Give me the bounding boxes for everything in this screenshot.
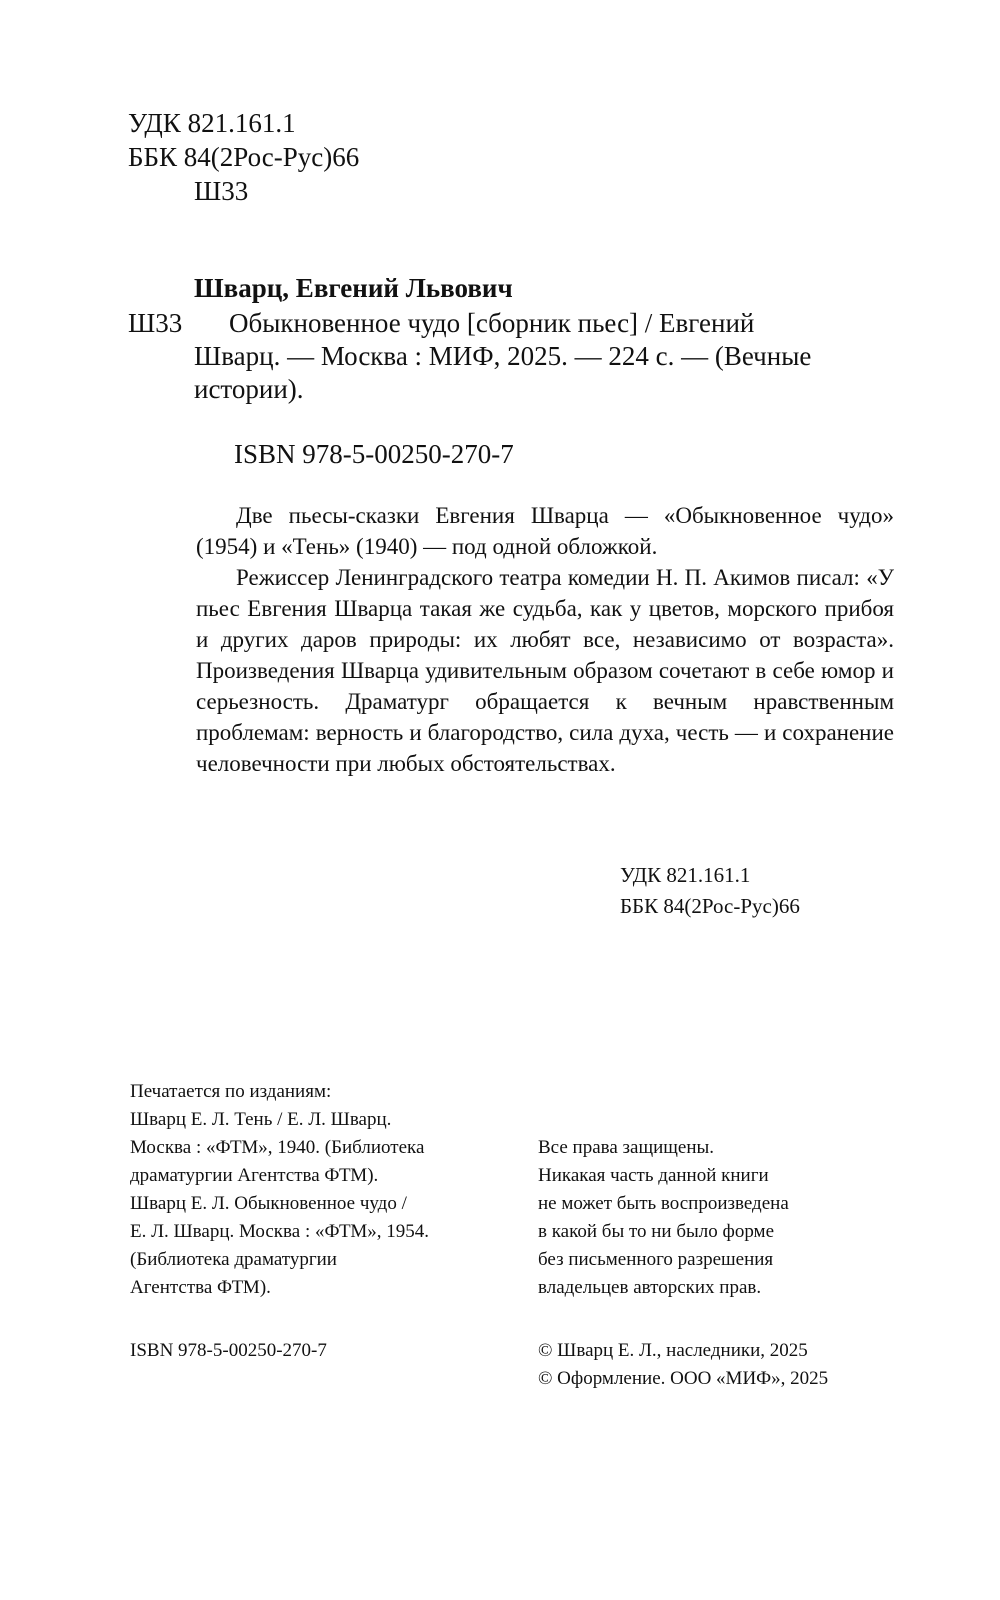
copyright-author: © Шварц Е. Л., наследники, 2025: [538, 1340, 808, 1361]
biblio-isbn: ISBN 978-5-00250-270-7: [234, 439, 514, 469]
sources-line: Печатается по изданиям:: [130, 1081, 332, 1102]
rights-line: владельцев авторских прав.: [538, 1277, 762, 1298]
sources-line: Шварц Е. Л. Обыкновенное чудо /: [130, 1193, 407, 1214]
classification-bbk: ББК 84(2Рос-Рус)66: [620, 894, 800, 918]
sources-block: [130, 1078, 429, 1302]
sources-line: (Библиотека драматургии: [130, 1249, 337, 1270]
sources-line: Шварц Е. Л. Тень / Е. Л. Шварц.: [130, 1109, 392, 1130]
sources-isbn: ISBN 978-5-00250-270-7: [130, 1340, 327, 1361]
header-author-code: Ш33: [194, 176, 249, 206]
sources-line: Е. Л. Шварц. Москва : «ФТМ», 1954.: [130, 1221, 430, 1242]
rights-line: Никакая часть данной книги: [538, 1165, 769, 1186]
rights-line: без письменного разрешения: [538, 1249, 774, 1270]
annotation-paragraph-1: Две пьесы-сказки Евгения Шварца — «Обыкновенное чудо» (1954) и «Тень» (1940) — под одной обложкой.: [196, 503, 894, 559]
sources-line: драматургии Агентства ФТМ).: [130, 1165, 379, 1186]
author-name: Шварц, Евгений Львович: [194, 273, 513, 303]
rights-block: [538, 1134, 789, 1302]
biblio-line-3: истории).: [194, 374, 304, 404]
header-bbk: ББК 84(2Рос-Рус)66: [128, 142, 360, 172]
biblio-line-2: Шварц. — Москва : МИФ, 2025. — 224 с. — (Вечные: [194, 341, 812, 371]
rights-line: в какой бы то ни было форме: [538, 1221, 774, 1242]
copyright-design: © Оформление. ООО «МИФ», 2025: [538, 1368, 829, 1389]
header-udk: УДК 821.161.1: [128, 108, 296, 138]
annotation: [196, 500, 894, 779]
sources-line: Москва : «ФТМ», 1940. (Библиотека: [130, 1137, 425, 1158]
biblio-line-1: Обыкновенное чудо [сборник пьес] / Евгений: [229, 308, 755, 338]
rights-line: не может быть воспроизведена: [538, 1193, 789, 1214]
rights-line: Все права защищены.: [538, 1137, 715, 1158]
classification-udk: УДК 821.161.1: [620, 863, 751, 887]
annotation-paragraph-2: Режиссер Ленинградского театра комедии Н. П. Акимов писал: «У пьес Евгения Шварца такая же судьба, как у цветов, морского прибоя и других даров природы: их любят все, независимо от возраста». Произведения Шварца удивительным образом сочетают в себе юмор и серьезность. Драматург обращается к вечным нравственным проблемам: верность и благородство, сила духа, честь — и сохранение человечности при любых обстоятельствах.: [196, 565, 894, 776]
sources-line: Агентства ФТМ).: [130, 1277, 271, 1298]
author-code: Ш33: [128, 308, 183, 338]
